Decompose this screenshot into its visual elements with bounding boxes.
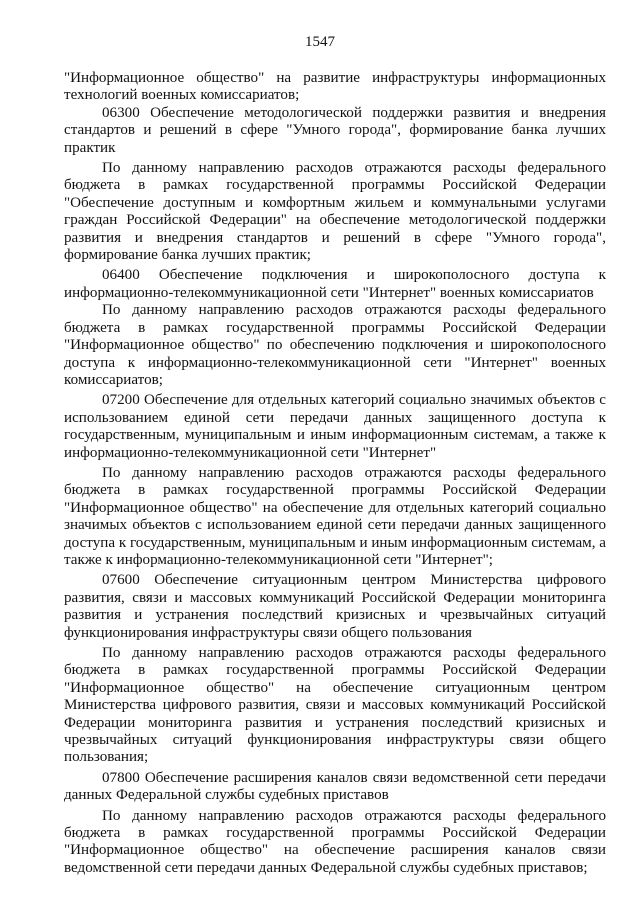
- page-number: 1547: [305, 34, 335, 50]
- section-heading-07200: 07200 Обеспечение для отдельных категорий социально значимых объектов с использованием единой сети передачи данных защищенного доступа к государственным, муниципальным и иным информационным системам, а также к информационно-телекоммуникационной сети "Интернет": [64, 392, 606, 461]
- section-description-07600: По данному направлению расходов отражаются расходы федерального бюджета в рамках государственной программы Российской Федерации "Информационное общество" на обеспечение ситуационным центром Министерства цифрового развития, связи и массовых коммуникаций Российской Федерации мониторинга развития и устранения последствий кризисных и чрезвычайных ситуаций функционирования инфраструктуры связи общего пользования;: [64, 645, 606, 766]
- section-heading-06400: 06400 Обеспечение подключения и широкополосного доступа к информационно-телекоммуникационной сети "Интернет" военных комиссариатов: [64, 267, 606, 301]
- section-description-07800: По данному направлению расходов отражаются расходы федерального бюджета в рамках государственной программы Российской Федерации "Информационное общество" на обеспечение расширения каналов связи ведомственной сети передачи данных Федеральной службы судебных приставов;: [64, 807, 606, 876]
- section-heading-06300: 06300 Обеспечение методологической поддержки развития и внедрения стандартов и решений в сфере "Умного города", формирование банка лучших практик: [64, 104, 606, 156]
- section-description-06300: По данному направлению расходов отражаются расходы федерального бюджета в рамках государственной программы Российской Федерации "Обеспечение доступным и комфортным жильем и коммунальными услугами граждан Российской Федерации" на обеспечение методологической поддержки развития и внедрения стандартов и решений в сфере "Умного города", формирование банка лучших практик;: [64, 160, 606, 264]
- paragraph-continuation: "Информационное общество" на развитие инфраструктуры информационных технологий военных комиссариатов;: [64, 70, 606, 104]
- section-description-07200: По данному направлению расходов отражаются расходы федерального бюджета в рамках государственной программы Российской Федерации "Информационное общество" на обеспечение для отдельных категорий социально значимых объектов с использованием единой сети передачи данных защищенного доступа к государственным, муниципальным и иным информационным системам, а также к информационно-телекоммуникационной сети "Интернет";: [64, 464, 606, 568]
- section-description-06400: По данному направлению расходов отражаются расходы федерального бюджета в рамках государственной программы Российской Федерации "Информационное общество" по обеспечению подключения и широкополосного доступа к информационно-телекоммуникационной сети "Интернет" военных комиссариатов;: [64, 302, 606, 388]
- section-heading-07800: 07800 Обеспечение расширения каналов связи ведомственной сети передачи данных Федеральной службы судебных приставов: [64, 769, 606, 804]
- section-heading-07600: 07600 Обеспечение ситуационным центром Министерства цифрового развития, связи и массовых коммуникаций Российской Федерации мониторинга развития и устранения последствий кризисных и чрезвычайных ситуаций функционирования инфраструктуры связи общего пользования: [64, 572, 606, 641]
- document-body: [64, 70, 606, 877]
